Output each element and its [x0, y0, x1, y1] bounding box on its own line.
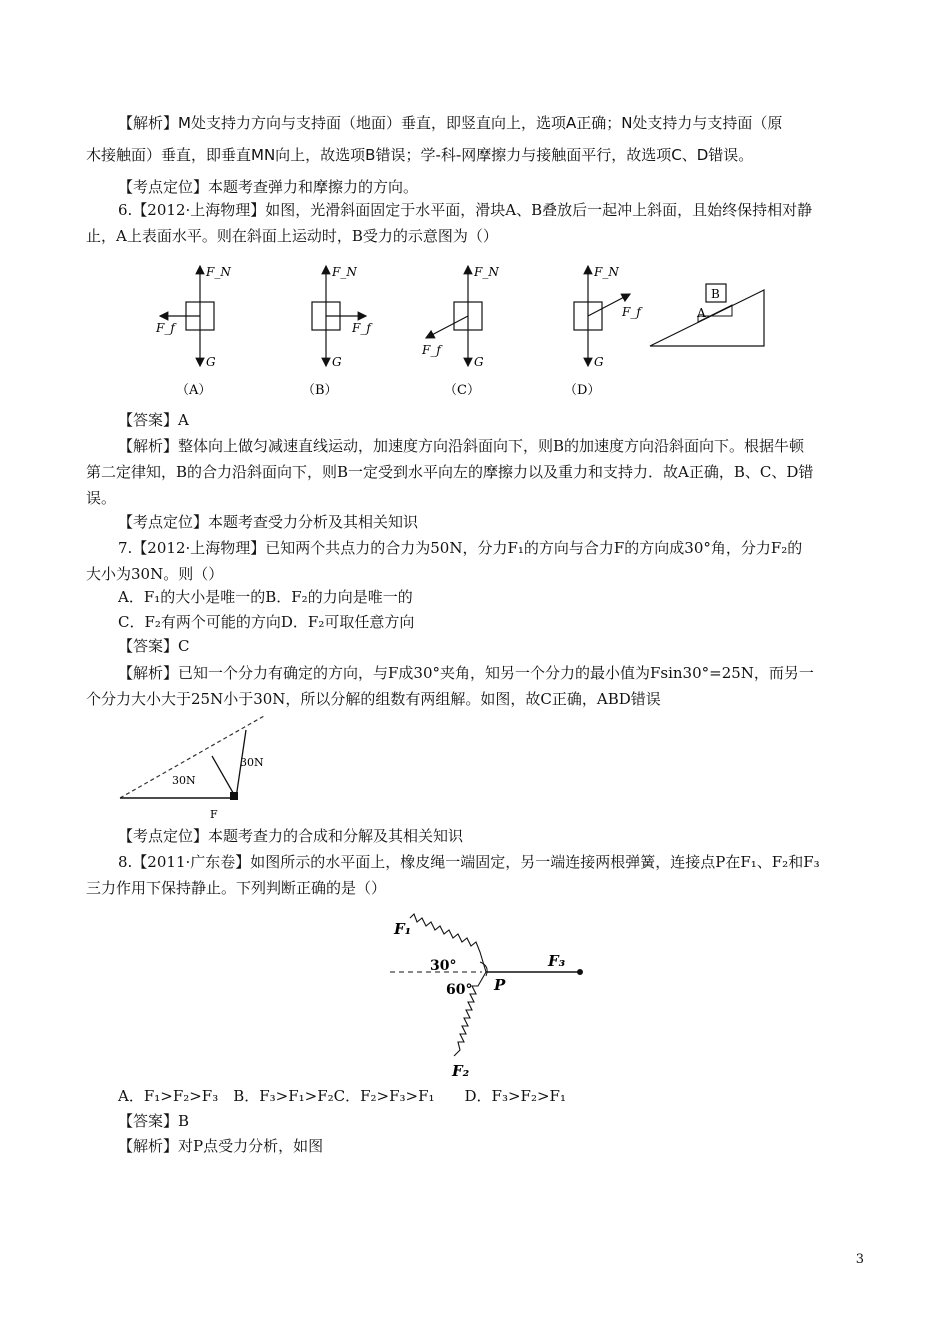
g-label: G — [332, 355, 342, 369]
text-line: 止，A上表面水平。则在斜面上运动时，B受力的示意图为（） — [86, 227, 498, 245]
q6-force-diagrams — [140, 258, 780, 403]
p-label: P — [494, 976, 506, 994]
block-a-label: A — [697, 306, 706, 320]
incline-diagram — [650, 284, 764, 346]
text-line: 【考点定位】本题考查力的合成和分解及其相关知识 — [118, 827, 464, 845]
diagram-b — [302, 265, 373, 398]
text-line: 【考点定位】本题考查弹力和摩擦力的方向。 — [118, 178, 419, 196]
text-line: 7.【2012·上海物理】已知两个共点力的合力为50N，分力F₁的方向与合力F的方向成30°角，分力F₂的 — [118, 539, 803, 557]
f3-label: F₃ — [548, 952, 566, 970]
fn-label: F_N — [206, 265, 231, 279]
text-line: 第二定律知，B的合力沿斜面向下，则B一定受到水平向左的摩擦力以及重力和支持力．故A正确，B、C、D错 — [86, 463, 814, 481]
text-line: 8.【2011·广东卷】如图所示的水平面上，橡皮绳一端固定，另一端连接两根弹簧，连接点P在F₁、F₂和F₃ — [118, 853, 820, 871]
label-f: F — [210, 808, 218, 821]
text-line: C．F₂有两个可能的方向D．F₂可取任意方向 — [118, 613, 415, 631]
g-label: G — [206, 355, 216, 369]
text-line: 【解析】对P点受力分析，如图 — [118, 1137, 324, 1155]
g-label: G — [594, 355, 604, 369]
diagram-a — [155, 265, 231, 398]
f2-label: F₂ — [452, 1062, 470, 1080]
ff-label: F_f — [622, 305, 641, 319]
text-line: 【答案】C — [118, 637, 190, 655]
q7-force-decomposition — [112, 712, 292, 822]
text-line: 【解析】M处支持力方向与支持面（地面）垂直，即竖直向上，选项A正确；N处支持力与支持面（原 — [118, 114, 783, 132]
caption-a: （A） — [176, 383, 212, 398]
diagram-c — [421, 265, 499, 398]
label-30n-left: 30N — [172, 774, 196, 787]
label-30n-right: 30N — [240, 756, 264, 769]
text-line: 大小为30N。则（） — [86, 565, 224, 583]
f1-label: F₁ — [394, 920, 412, 938]
text-line: 6.【2012·上海物理】如图，光滑斜面固定于水平面，滑块A、B叠放后一起冲上斜面，且始终保持相对静 — [118, 201, 813, 219]
text-line: 【解析】整体向上做匀减速直线运动，加速度方向沿斜面向下，则B的加速度方向沿斜面向下。根据牛顿 — [118, 437, 805, 455]
angle-30-label: 30° — [430, 958, 457, 974]
fn-label: F_N — [474, 265, 499, 279]
fn-label: F_N — [332, 265, 357, 279]
text-line: 木接触面）垂直，即垂直MN向上，故选项B错误；学-科-网摩擦力与接触面平行，故选项C、D错误。 — [86, 146, 754, 164]
text-line: 【解析】已知一个分力有确定的方向，与F成30°夹角，知另一个分力的最小值为Fsin30°=25N，而另一 — [118, 664, 814, 682]
ff-label: F_f — [352, 321, 371, 335]
text-line: 三力作用下保持静止。下列判断正确的是（） — [86, 879, 387, 897]
angle-60-label: 60° — [446, 982, 473, 998]
caption-d: （D） — [564, 383, 601, 398]
caption-c: （C） — [444, 383, 480, 398]
ff-label: F_f — [156, 321, 175, 335]
text-line: 【答案】B — [118, 1112, 190, 1130]
page-number: 3 — [855, 1252, 864, 1267]
q8-spring-diagram — [386, 910, 596, 1080]
block-b-label: B — [711, 287, 720, 301]
text-line: A．F₁>F₂>F₃ B．F₃>F₁>F₂C．F₂>F₃>F₁ D．F₃>F₂>F₁ — [118, 1087, 566, 1105]
text-line: A．F₁的大小是唯一的B．F₂的力向是唯一的 — [118, 588, 413, 606]
ff-label: F_f — [422, 343, 441, 357]
text-line: 【考点定位】本题考查受力分析及其相关知识 — [118, 513, 419, 531]
caption-b: （B） — [302, 383, 338, 398]
text-line: 个分力大小大于25N小于30N，所以分解的组数有两组解。如图，故C正确，ABD错误 — [86, 690, 661, 708]
diagram-d — [564, 265, 643, 398]
g-label: G — [474, 355, 484, 369]
text-line: 误。 — [86, 489, 117, 507]
fn-label: F_N — [594, 265, 619, 279]
text-line: 【答案】A — [118, 411, 189, 429]
